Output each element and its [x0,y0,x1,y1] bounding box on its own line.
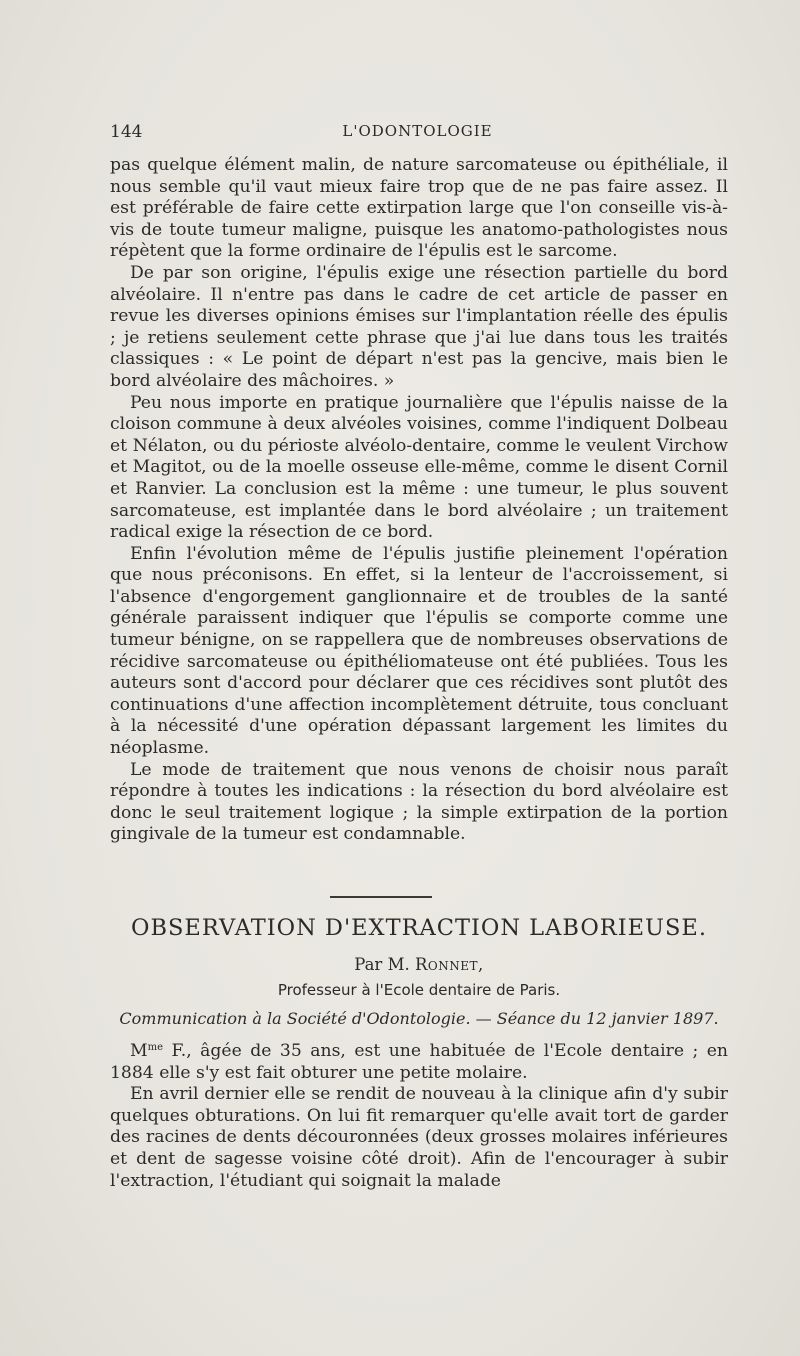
paragraph [110,1041,728,1084]
paragraph: De par son origine, l'épulis exige une résection partielle du bord alvéolaire. Il n'entre pas dans le cadre de cet article de passer en revue les diverses opinions émises sur l'implantation réelle des épulis ; je retiens seulement cette phrase que j'ai lue dans tous les traités classiques : « Le point de départ n'est pas la gencive, mais bien le bord alvéolaire des mâchoires. » [110,262,728,391]
page-number: 144 [110,122,143,142]
salutation-superscript: me [147,1042,164,1053]
paragraph: Peu nous importe en pratique journalière que l'épulis naisse de la cloison commune à deux alvéoles voisines, comme l'indiquent Dolbeau et Nélaton, ou du périoste alvéolo-dentaire, comme le veulent Virchow et Magitot, ou de la moelle osseuse elle-même, comme le disent Cornil et Ranvier. La conclusion est la même : une tumeur, le plus souvent sarcomateuse, est implantée dans le bord alvéolaire ; un traitement radical exige la résection de ce bord. [110,392,728,543]
paragraph: Le mode de traitement que nous venons de choisir nous paraît répondre à toutes les indications : la résection du bord alvéolaire est donc le seul traitement logique ; la simple extirpation de la portion gingivale de la tumeur est condamnable. [110,759,728,845]
author-affiliation: Professeur à l'Ecole dentaire de Paris. [277,981,561,999]
author-name: Ronnet, [414,955,484,974]
salutation: M [130,1041,148,1061]
author-prefix: Par M. [354,955,410,974]
paragraph: Enfin l'évolution même de l'épulis justifie pleinement l'opération que nous préconisons. En effet, si la lenteur de l'accroissement, si l'absence d'engorgement ganglionnaire et de troubles de la santé générale paraissent indiquer que l'épulis se comporte comme une tumeur bénigne, on se rappellera que de nombreuses observations de récidive sarcomateuse ou épithéliomateuse ont été publiées. Tous les auteurs sont d'accord pour déclarer que ces récidives sont plutôt des continuations d'une affection incomplètement détruite, tous concluant à la nécessité d'une opération dépassant largement les limites du néoplasme. [110,543,728,759]
section-divider [330,896,432,898]
observation-title: OBSERVATION D'EXTRACTION LABORIEUSE. [131,915,707,941]
observation-body [110,1041,728,1192]
communication-note: Communication à la Société d'Odontologie. — Séance du 12 janvier 1897. [119,1009,719,1028]
paragraph: pas quelque élément malin, de nature sarcomateuse ou épithéliale, il nous semble qu'il vaut mieux faire trop que de ne pas faire assez. Il est préférable de faire cette extirpation large que l'on conseille vis-à-vis de toute tumeur maligne, puisque les anatomo-pathologistes nous répètent que la forme ordinaire de l'épulis est le sarcome. [110,155,728,262]
paragraph-text: F., âgée de 35 ans, est une habituée de l'Ecole dentaire ; en 1884 elle s'y est fait obturer une petite molaire. [110,1041,728,1083]
article-body [110,155,728,846]
running-title: L'ODONTOLOGIE [342,122,493,140]
paragraph: En avril dernier elle se rendit de nouveau à la clinique afin d'y subir quelques obturations. On lui fit remarquer qu'elle avait tort de garder des racines de dents découronnées (deux grosses molaires inférieures et dent de sagesse voisine côté droit). Afin de l'encourager à subir l'extraction, l'étudiant qui soignait la malade [110,1084,728,1191]
observation-author [110,955,728,974]
page-header [110,122,725,144]
